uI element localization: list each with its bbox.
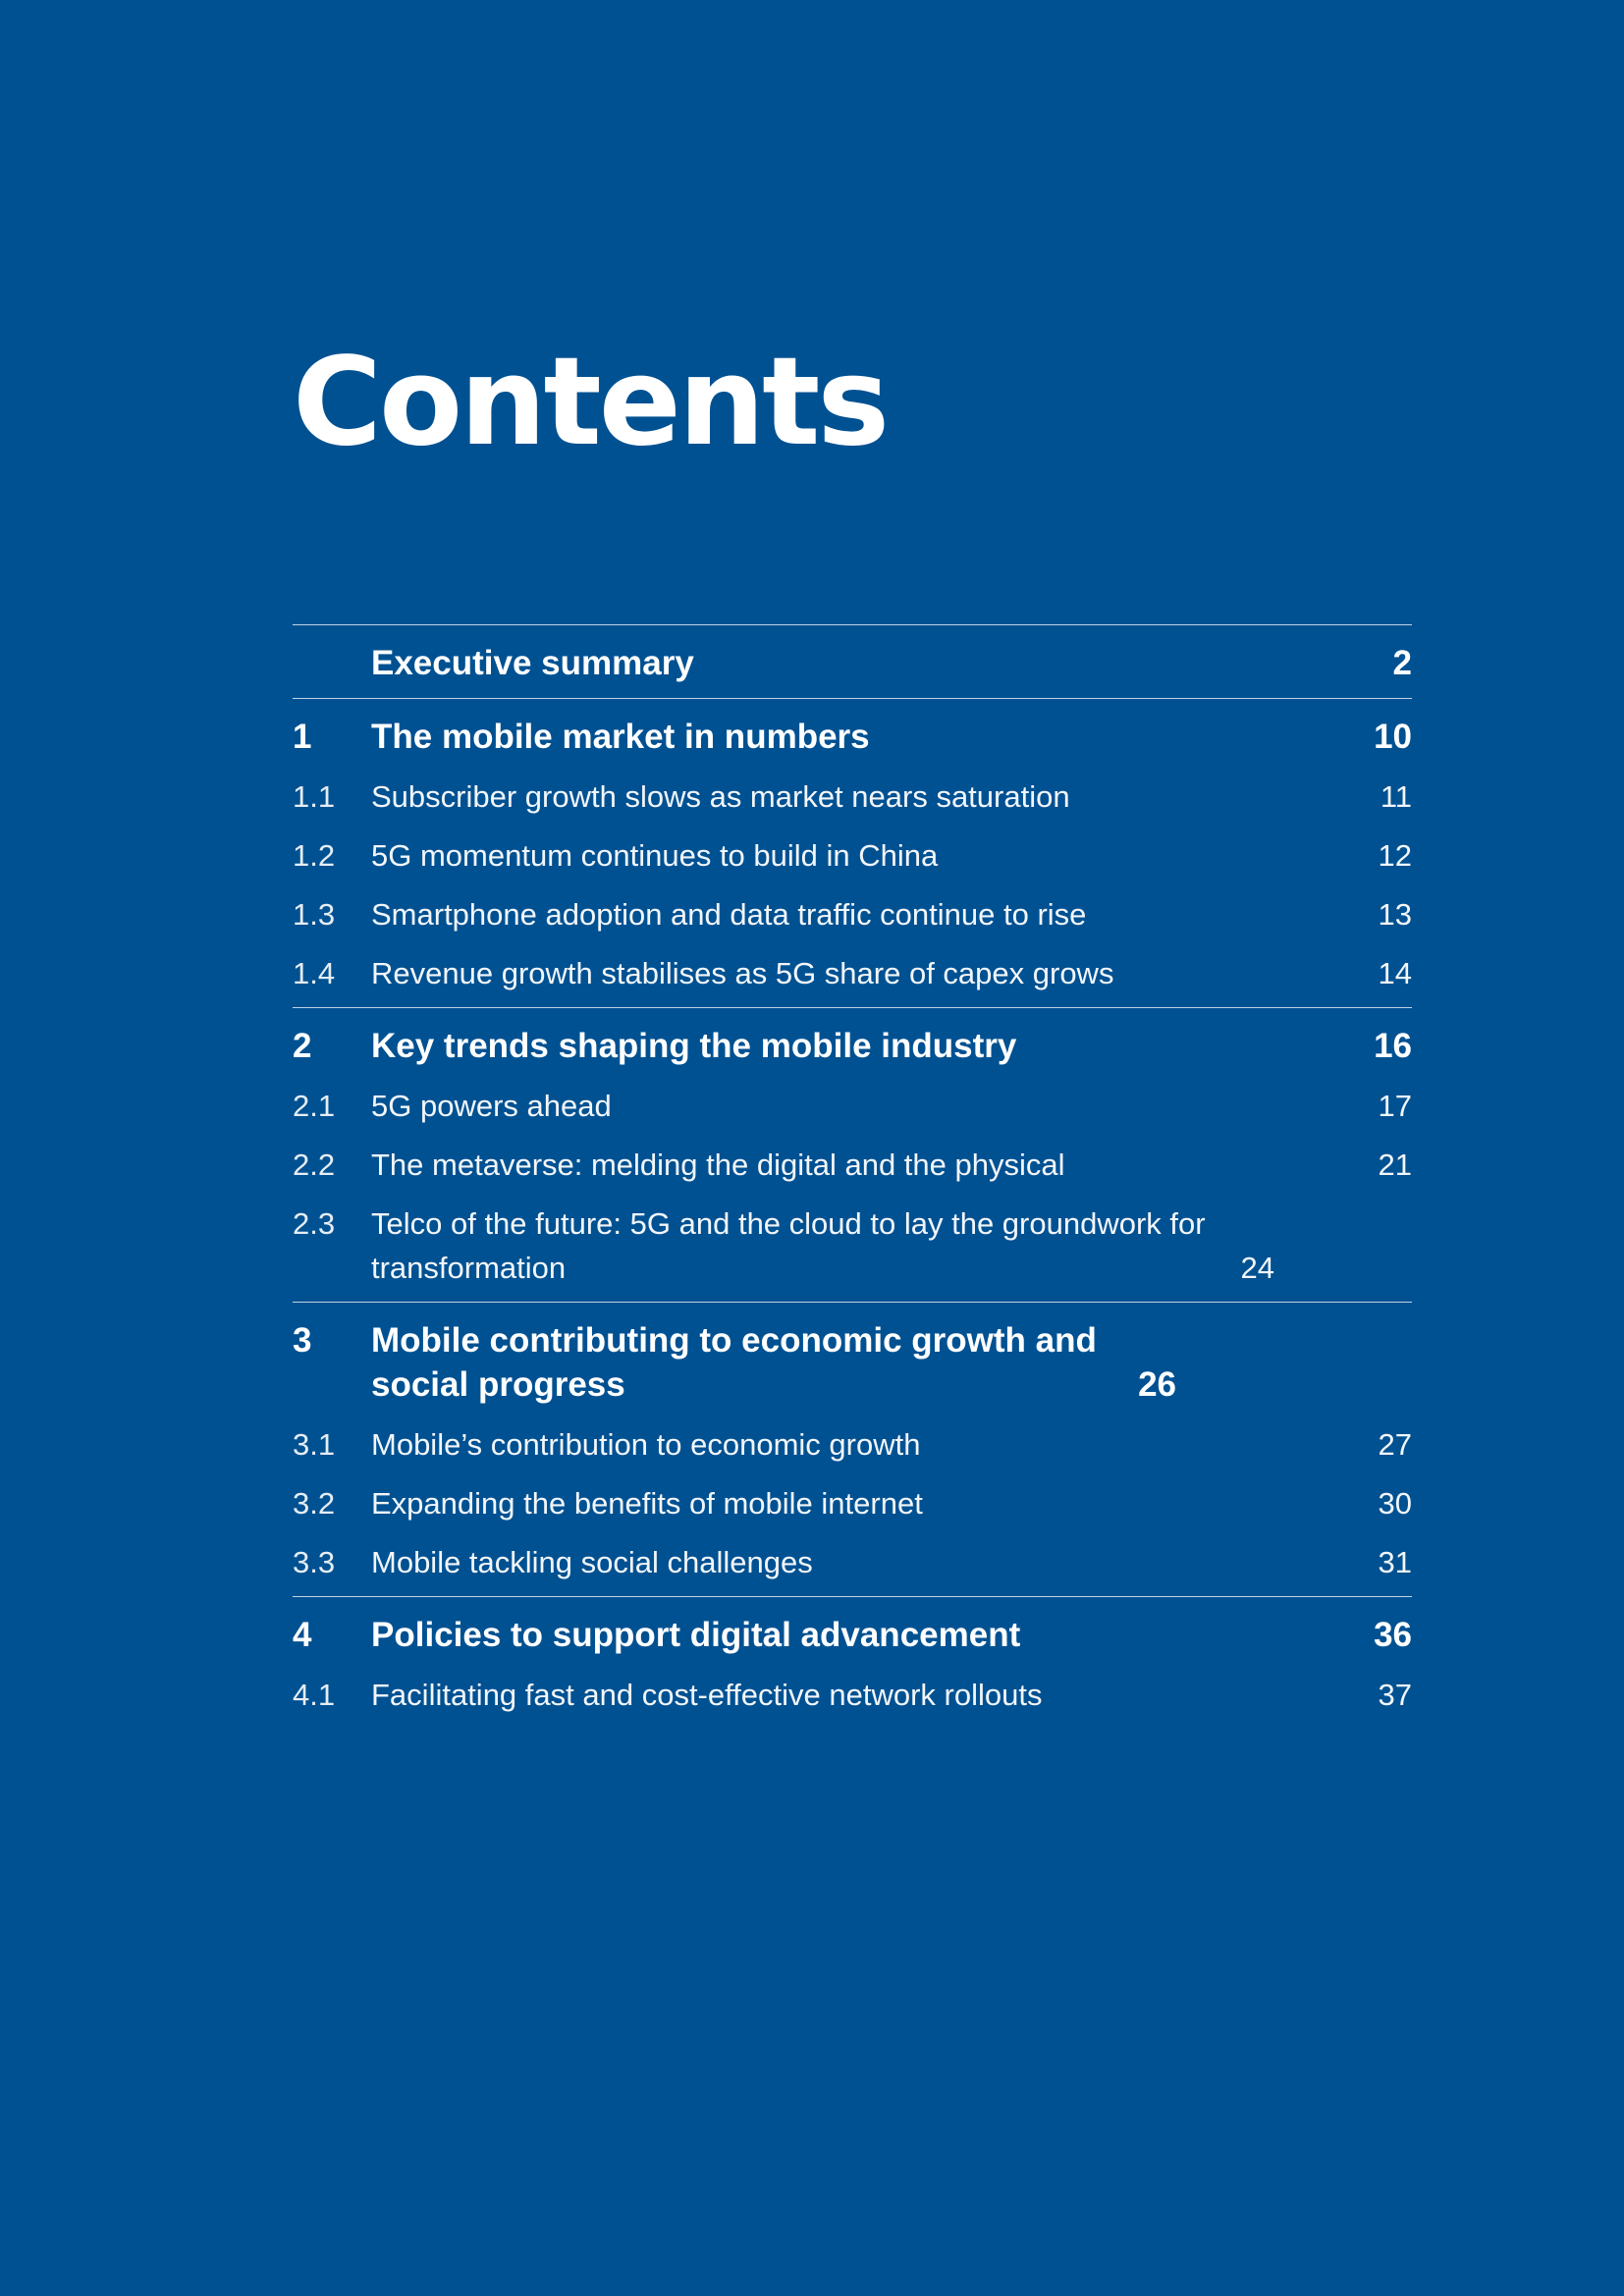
- page-number: 30: [1378, 1486, 1412, 1521]
- page-number: 10: [1374, 718, 1412, 756]
- subsection-title: Telco of the future: 5G and the cloud to lay the groundwork for transformation: [371, 1206, 1206, 1285]
- page-number: 17: [1378, 1089, 1412, 1123]
- subsection-number: 3.3: [293, 1545, 336, 1579]
- subsection-number: 4.1: [293, 1678, 336, 1712]
- page-number: 2: [1392, 644, 1412, 682]
- subsection-number: 2.3: [293, 1206, 336, 1241]
- toc-subentry[interactable]: [293, 1533, 1412, 1592]
- subsection-number: 1.2: [293, 838, 336, 873]
- toc-entry[interactable]: [293, 1605, 1412, 1666]
- toc-subentry[interactable]: [293, 768, 1412, 827]
- subsection-title: Facilitating fast and cost-effective network rollouts: [371, 1678, 1043, 1712]
- subsection-title: 5G powers ahead: [371, 1089, 612, 1123]
- toc-section-4: [293, 1596, 1412, 1729]
- page-number: 12: [1378, 838, 1412, 873]
- subsection-number: 3.2: [293, 1486, 336, 1521]
- subsection-title: Subscriber growth slows as market nears saturation: [371, 779, 1070, 814]
- toc-section-3: [293, 1302, 1412, 1596]
- page-number: 11: [1380, 779, 1412, 814]
- toc-subentry[interactable]: [293, 827, 1412, 885]
- toc-entry[interactable]: [293, 1310, 1412, 1415]
- subsection-title: 5G momentum continues to build in China: [371, 838, 939, 873]
- toc-section-2: [293, 1007, 1412, 1302]
- toc-subentry[interactable]: [293, 1474, 1412, 1533]
- subsection-number: 1.1: [293, 779, 336, 814]
- toc-entry[interactable]: [293, 1016, 1412, 1077]
- page-number: 31: [1378, 1545, 1412, 1579]
- section-title: Executive summary: [371, 644, 694, 682]
- toc-subentry[interactable]: [293, 1195, 1412, 1298]
- section-title: Policies to support digital advancement: [371, 1616, 1021, 1654]
- page-number: 16: [1374, 1027, 1412, 1065]
- page-number: 27: [1378, 1427, 1412, 1462]
- subsection-number: 2.1: [293, 1089, 336, 1123]
- toc-subentry[interactable]: [293, 1077, 1412, 1136]
- page-title: Contents: [293, 332, 888, 473]
- subsection-title: The metaverse: melding the digital and the physical: [371, 1148, 1065, 1182]
- page-number: 37: [1378, 1678, 1412, 1712]
- table-of-contents: [293, 624, 1412, 1729]
- page-number: 36: [1374, 1616, 1412, 1654]
- toc-subentry[interactable]: [293, 1136, 1412, 1195]
- toc-subentry[interactable]: [293, 1415, 1412, 1474]
- page-number: 26: [1138, 1365, 1176, 1404]
- subsection-number: 1.3: [293, 897, 336, 932]
- toc-subentry[interactable]: [293, 944, 1412, 1003]
- subsection-title: Mobile tackling social challenges: [371, 1545, 813, 1579]
- section-number: 4: [293, 1616, 312, 1654]
- subsection-title: Revenue growth stabilises as 5G share of capex grows: [371, 956, 1114, 990]
- subsection-number: 2.2: [293, 1148, 336, 1182]
- page-number: 21: [1378, 1148, 1412, 1182]
- page-number: 14: [1378, 956, 1412, 990]
- page-number: 24: [1240, 1251, 1274, 1285]
- subsection-title: Smartphone adoption and data traffic continue to rise: [371, 897, 1087, 932]
- section-number: 1: [293, 718, 312, 756]
- section-title: Mobile contributing to economic growth and social progress: [371, 1321, 1097, 1404]
- toc-section-1: [293, 698, 1412, 1007]
- subsection-number: 3.1: [293, 1427, 336, 1462]
- section-number: 3: [293, 1321, 312, 1360]
- subsection-title: Mobile’s contribution to economic growth: [371, 1427, 921, 1462]
- section-title: Key trends shaping the mobile industry: [371, 1027, 1017, 1065]
- subsection-title: Expanding the benefits of mobile internet: [371, 1486, 923, 1521]
- toc-entry[interactable]: [293, 707, 1412, 768]
- section-title: The mobile market in numbers: [371, 718, 870, 756]
- toc-subentry[interactable]: [293, 885, 1412, 944]
- toc-entry[interactable]: [293, 633, 1412, 694]
- section-number: 2: [293, 1027, 312, 1065]
- subsection-number: 1.4: [293, 956, 336, 990]
- toc-subentry[interactable]: [293, 1666, 1412, 1725]
- toc-section-executive-summary: [293, 624, 1412, 698]
- page-number: 13: [1378, 897, 1412, 932]
